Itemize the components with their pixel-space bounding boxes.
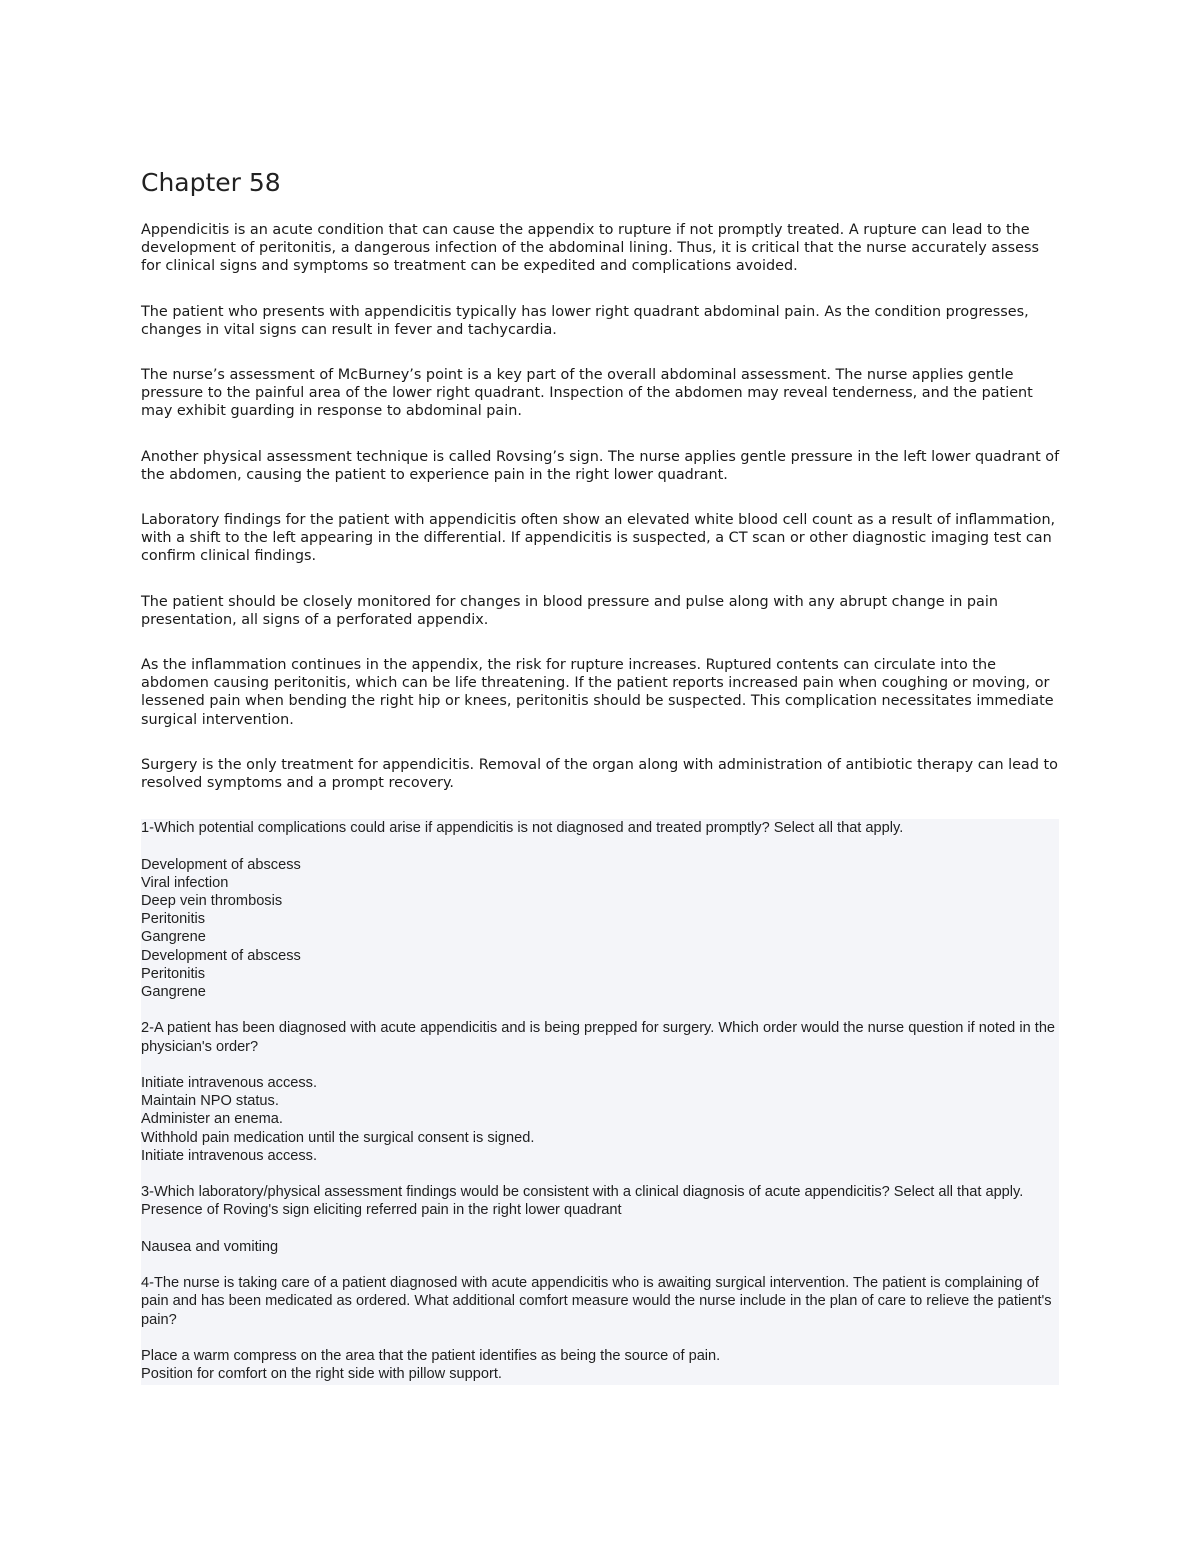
- answer-option: Viral infection: [141, 874, 229, 891]
- answer-option: Maintain NPO status.: [141, 1093, 279, 1110]
- paragraph: Another physical assessment technique is called Rovsing’s sign. The nurse applies gentle pressure in the left lower quadrant of the abdomen, causing the patient to experience pain in the right lower quadrant.: [141, 448, 1060, 483]
- answer-option: Initiate intravenous access.: [141, 1075, 318, 1092]
- question-text: 1-Which potential complications could arise if appendicitis is not diagnosed and treated promptly? Select all that apply.: [141, 820, 904, 837]
- answer-option: Nausea and vomiting: [141, 1238, 279, 1255]
- question-text: 4-The nurse is taking care of a patient diagnosed with acute appendicitis who is awaiting surgical intervention. The patient is complaining of pain and has been medicated as ordered. What additional comfort measure would the nurse include in the plan of care to relieve the patient's pain?: [141, 1275, 1052, 1328]
- answer-list: [141, 1347, 1059, 1383]
- answer-option: Peritonitis: [141, 965, 206, 982]
- answer-option: Peritonitis: [141, 911, 206, 928]
- answer-option: Development of abscess: [141, 856, 301, 873]
- answer-option: Presence of Roving's sign eliciting referred pain in the right lower quadrant: [141, 1202, 622, 1219]
- paragraph: As the inflammation continues in the appendix, the risk for rupture increases. Ruptured contents can circulate into the abdomen causing peritonitis, which can be life threatening. If the patient reports increased pain when coughing or moving, or lessened pain when bending the right hip or knees, peritonitis should be suspected. This complication necessitates immediate surgical intervention.: [141, 657, 1054, 728]
- question-block: [141, 1019, 1059, 1165]
- question-text: 3-Which laboratory/physical assessment findings would be consistent with a clinical diagnosis of acute appendicitis? Select all that apply.: [141, 1184, 1024, 1201]
- answer-option: Gangrene: [141, 984, 206, 1001]
- answer-option: Gangrene: [141, 929, 206, 946]
- question-text: 2-A patient has been diagnosed with acute appendicitis and is being prepped for surgery. Which order would the nurse question if noted in the physician's order?: [141, 1020, 1056, 1055]
- question-block: [141, 819, 1059, 1001]
- paragraph: The patient who presents with appendicitis typically has lower right quadrant abdominal pain. As the condition progresses, changes in vital signs can result in fever and tachycardia.: [141, 303, 1029, 338]
- paragraph: The patient should be closely monitored for changes in blood pressure and pulse along with any abrupt change in pain presentation, all signs of a perforated appendix.: [141, 593, 998, 628]
- paragraph: Surgery is the only treatment for appendicitis. Removal of the organ along with administration of antibiotic therapy can lead to resolved symptoms and a prompt recovery.: [141, 756, 1058, 792]
- paragraph: Laboratory findings for the patient with appendicitis often show an elevated white blood cell count as a result of inflammation, with a shift to the left appearing in the differential. If appendicitis is suspected, a CT scan or other diagnostic imaging test can confirm clinical findings.: [141, 512, 1056, 565]
- chapter-title: Chapter 58: [141, 168, 281, 197]
- paragraph: The nurse’s assessment of McBurney’s point is a key part of the overall abdominal assessment. The nurse applies gentle pressure to the painful area of the lower right quadrant. Inspection of the abdomen may reveal tenderness, and the patient may exhibit guarding in response to abdominal pain.: [141, 367, 1033, 420]
- question-block: [141, 1274, 1059, 1383]
- quiz-section: [141, 819, 1059, 1385]
- document-page: [141, 166, 1061, 1385]
- paragraph: Appendicitis is an acute condition that can cause the appendix to rupture if not promptly treated. A rupture can lead to the development of peritonitis, a dangerous infection of the abdominal lining. Thus, it is critical that the nurse accurately assess for clinical signs and symptoms so treatment can be expedited and complications avoided.: [141, 222, 1039, 275]
- answer-list: [141, 856, 1059, 1002]
- answer-option: Development of abscess: [141, 947, 301, 964]
- question-block: [141, 1183, 1059, 1256]
- answer-option: Withhold pain medication until the surgical consent is signed.: [141, 1129, 535, 1146]
- answer-list: [141, 1201, 1059, 1256]
- intro-paragraphs: [141, 221, 1061, 792]
- answer-option: Place a warm compress on the area that the patient identifies as being the source of pain.: [141, 1348, 721, 1365]
- answer-option: Deep vein thrombosis: [141, 893, 283, 910]
- answer-list: [141, 1074, 1059, 1165]
- answer-option: Administer an enema.: [141, 1111, 283, 1128]
- answer-option: Initiate intravenous access.: [141, 1147, 318, 1164]
- answer-option: Position for comfort on the right side with pillow support.: [141, 1366, 502, 1383]
